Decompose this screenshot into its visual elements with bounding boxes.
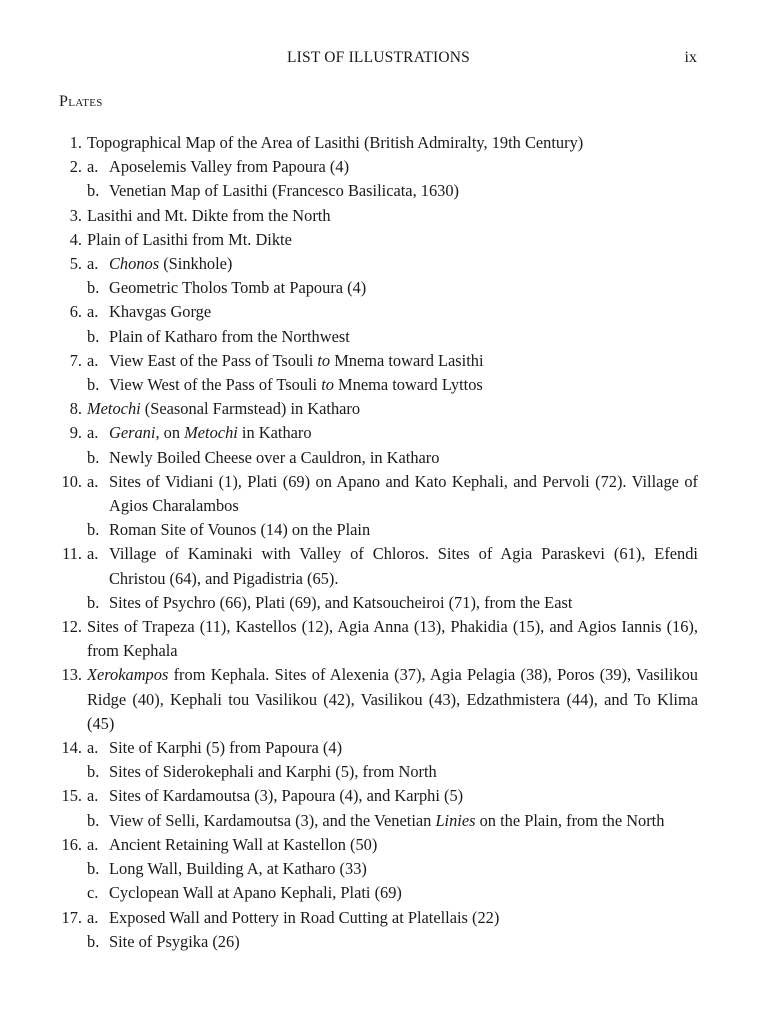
list-item [54, 930, 698, 954]
sub-letter: a. [87, 423, 99, 443]
entry-text: Site of Karphi (5) from Papoura (4) [109, 738, 343, 758]
list-item [54, 204, 698, 228]
list-item [54, 663, 698, 736]
plates-list [54, 131, 698, 954]
list-item [54, 784, 698, 808]
entry-text: Sites of Vidiani (1), Plati (69) on Apano and Kato Kephali, and Pervoli (72). Village of Agios Charalambos [109, 471, 698, 516]
sub-letter: a. [87, 786, 99, 806]
running-title: LIST OF ILLUSTRATIONS [286, 49, 471, 66]
plate-number: 11. [62, 544, 82, 564]
plate-number: 17. [61, 907, 82, 927]
page-header [0, 49, 757, 71]
entry-text: View West of the Pass of Tsouli to Mnema toward Lyttos [109, 375, 483, 395]
list-item [54, 470, 698, 518]
section-heading: Plates [59, 93, 103, 110]
plate-number: 12. [61, 617, 82, 637]
plate-number: 13. [61, 665, 82, 685]
entry-text: Exposed Wall and Pottery in Road Cutting at Platellais (22) [109, 907, 500, 927]
list-item [54, 179, 698, 203]
list-item [54, 349, 698, 373]
sub-letter: a. [87, 157, 99, 177]
list-item [54, 591, 698, 615]
sub-letter: a. [87, 350, 99, 370]
entry-text: Aposelemis Valley from Papoura (4) [109, 157, 350, 177]
entry-text: Roman Site of Vounos (14) on the Plain [109, 520, 371, 540]
sub-letter: b. [87, 447, 100, 467]
sub-letter: b. [87, 278, 100, 298]
list-item [54, 228, 698, 252]
sub-letter: a. [87, 254, 99, 274]
entry-text: Village of Kaminaki with Valley of Chloros. Sites of Agia Paraskevi (61), Efendi Christou (64), and Pigadistria (65). [109, 544, 698, 588]
list-item [54, 518, 698, 542]
entry-text: Ancient Retaining Wall at Kastellon (50) [109, 834, 378, 854]
sub-letter: b. [87, 181, 100, 201]
sub-letter: b. [87, 375, 100, 395]
sub-letter: b. [87, 810, 100, 830]
entry-text: Plain of Katharo from the Northwest [109, 326, 350, 346]
list-item [54, 131, 698, 155]
entry-text: View of Selli, Kardamoutsa (3), and the Venetian Linies on the Plain, from the North [109, 810, 665, 830]
plate-number: 1. [69, 133, 82, 152]
plate-number: 16. [61, 834, 82, 854]
plate-number: 15. [61, 786, 82, 806]
list-item [54, 325, 698, 349]
plate-number: 9. [69, 423, 82, 443]
list-item [54, 615, 698, 663]
sub-letter: b. [87, 520, 100, 540]
list-item [54, 542, 698, 590]
list-item [54, 155, 698, 179]
sub-letter: a. [87, 471, 99, 491]
entry-text: Long Wall, Building A, at Katharo (33) [109, 859, 367, 879]
entry-text: Khavgas Gorge [109, 302, 212, 322]
plate-number: 2. [69, 157, 82, 177]
sub-letter: b. [87, 326, 100, 346]
sub-letter: a. [87, 302, 99, 322]
list-item [54, 397, 698, 421]
entry-text: Sites of Trapeza (11), Kastellos (12), Agia Anna (13), Phakidia (15), and Agios Iannis (16), from Kephala [87, 617, 698, 661]
entry-text: Cyclopean Wall at Apano Kephali, Plati (69) [109, 883, 402, 903]
entry-text: Plain of Lasithi from Mt. Dikte [87, 229, 292, 249]
list-item [54, 906, 698, 930]
sub-letter: c. [87, 883, 99, 903]
page-number: ix [684, 49, 697, 66]
entry-text: Newly Boiled Cheese over a Cauldron, in Katharo [109, 447, 440, 467]
plate-number: 5. [69, 254, 82, 274]
plate-number: 14. [61, 738, 82, 758]
entry-text: Geometric Tholos Tomb at Papoura (4) [109, 278, 367, 298]
list-item [54, 276, 698, 300]
list-item [54, 252, 698, 276]
list-item [54, 736, 698, 760]
list-item [54, 833, 698, 857]
entry-text: Metochi (Seasonal Farmstead) in Katharo [87, 399, 361, 419]
sub-letter: b. [87, 762, 100, 782]
entry-text: Sites of Psychro (66), Plati (69), and Katsoucheiroi (71), from the East [109, 592, 573, 612]
plate-number: 7. [69, 350, 82, 370]
sub-letter: b. [87, 931, 100, 951]
plate-number: 10. [61, 471, 82, 491]
sub-letter: a. [87, 544, 99, 564]
plate-number: 8. [69, 399, 82, 419]
entry-text: Xerokampos from Kephala. Sites of Alexenia (37), Agia Pelagia (38), Poros (39), Vasilikou Ridge (40), Kephali tou Vasilikou (42), Vasilikou (43), Edzathmistera (44), and To Klima (45) [87, 665, 698, 733]
list-item [54, 857, 698, 881]
list-item [54, 881, 698, 905]
entry-text: Topographical Map of the Area of Lasithi (British Admiralty, 19th Century) [87, 133, 584, 152]
entry-text: Gerani, on Metochi in Katharo [109, 423, 312, 443]
entry-text: Chonos (Sinkhole) [109, 254, 233, 274]
list-item [54, 300, 698, 324]
entry-text: Sites of Kardamoutsa (3), Papoura (4), and Karphi (5) [109, 786, 464, 806]
sub-letter: a. [87, 907, 99, 927]
entry-text: Site of Psygika (26) [109, 931, 240, 951]
entry-text: View East of the Pass of Tsouli to Mnema toward Lasithi [109, 350, 484, 370]
list-item [54, 760, 698, 784]
plate-number: 4. [69, 229, 82, 249]
sub-letter: b. [87, 859, 100, 879]
list-item [54, 809, 698, 833]
list-item [54, 421, 698, 445]
list-item [54, 373, 698, 397]
plate-number: 6. [69, 302, 82, 322]
entry-text: Venetian Map of Lasithi (Francesco Basilicata, 1630) [109, 181, 460, 201]
entry-text: Sites of Siderokephali and Karphi (5), from North [109, 762, 437, 782]
entry-text: Lasithi and Mt. Dikte from the North [87, 205, 331, 225]
sub-letter: a. [87, 738, 99, 758]
sub-letter: a. [87, 834, 99, 854]
sub-letter: b. [87, 592, 100, 612]
plate-number: 3. [69, 205, 82, 225]
list-item [54, 446, 698, 470]
